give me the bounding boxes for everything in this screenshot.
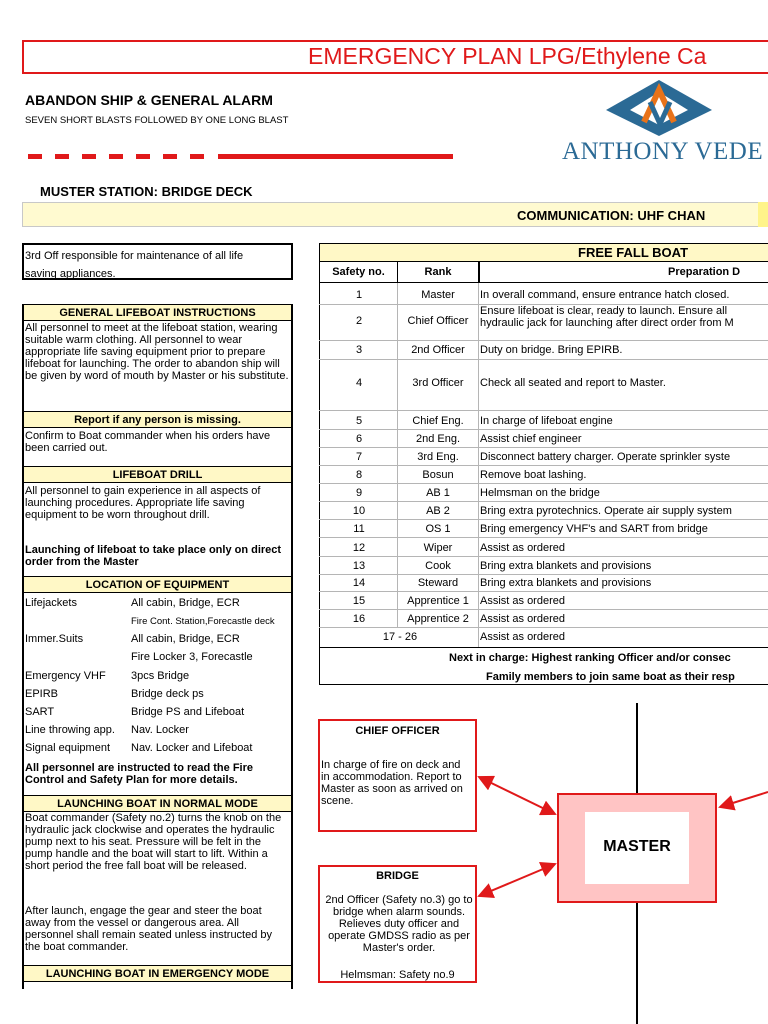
read-safety-plan-note: All personnel are instructed to read the Fire Control and Safety Plan for more details. — [25, 762, 253, 786]
row-safety-no: 9 — [355, 487, 363, 499]
equipment-location: Nav. Locker — [131, 724, 189, 736]
free-fall-boat-title: FREE FALL BOAT — [578, 245, 689, 260]
table-grid-line — [397, 262, 398, 282]
next-in-charge-note: Next in charge: Highest ranking Officer and/or consec — [449, 652, 731, 664]
launch-order-note: Launching of lifeboat to take place only on direct order from the Master — [25, 544, 282, 568]
normal-launch-header: LAUNCHING BOAT IN NORMAL MODE — [22, 795, 293, 812]
equipment-location: All cabin, Bridge, ECR — [131, 597, 240, 609]
row-safety-no: 10 — [352, 505, 366, 517]
row-divider — [319, 340, 768, 341]
equipment-item: Emergency VHF — [25, 670, 106, 682]
equipment-location-header: LOCATION OF EQUIPMENT — [22, 576, 293, 593]
diagram-connectors — [470, 700, 768, 1024]
bridge-helmsman: Helmsman: Safety no.9 — [340, 969, 455, 981]
row-divider — [319, 359, 768, 360]
column-header-rank: Rank — [424, 266, 452, 278]
equipment-item: Signal equipment — [25, 742, 111, 754]
general-instructions-header: GENERAL LIFEBOAT INSTRUCTIONS — [22, 304, 293, 321]
company-logo-icon — [604, 78, 714, 138]
equipment-item: Line throwing app. — [25, 724, 115, 736]
dash-segment — [190, 154, 204, 159]
equipment-location: 3pcs Bridge — [131, 670, 190, 682]
row-rank: AB 1 — [426, 487, 450, 499]
row-safety-no: 17 - 26 — [382, 631, 418, 643]
equipment-item: EPIRB — [25, 688, 59, 700]
row-rank: Bosun — [422, 469, 454, 481]
chief-officer-title: CHIEF OFFICER — [355, 725, 440, 737]
row-duty: Assist as ordered — [480, 613, 565, 625]
row-divider — [319, 465, 768, 466]
muster-station: MUSTER STATION: BRIDGE DECK — [40, 184, 253, 199]
equipment-location: Bridge deck ps — [131, 688, 204, 700]
row-rank: Master — [421, 289, 455, 301]
row-divider — [319, 556, 768, 557]
row-rank: Steward — [417, 577, 459, 589]
row-divider — [319, 501, 768, 502]
row-safety-no: 14 — [352, 577, 366, 589]
row-safety-no: 13 — [352, 560, 366, 572]
row-duty: Bring emergency VHF's and SART from bridge — [480, 523, 708, 535]
chief-to-master-arrow — [479, 777, 555, 814]
family-members-note: Family members to join same boat as their resp — [486, 671, 735, 683]
general-instructions-text: All personnel to meet at the lifeboat station, wearing suitable warm clothing. All personnel to wear appropriate life saving equipment prior to prepare lifeboat for launching. The order to abandon ship will be given by word of mouth by Master or his substitute. — [25, 322, 289, 382]
bridge-title: BRIDGE — [376, 870, 419, 882]
equipment-location: Nav. Locker and Lifeboat — [131, 742, 253, 754]
equipment-location: Fire Locker 3, Forecastle — [131, 651, 253, 663]
dash-segment — [163, 154, 177, 159]
row-divider — [319, 447, 768, 448]
lifeboat-drill-header: LIFEBOAT DRILL — [22, 466, 293, 483]
row-duty: Assist chief engineer — [480, 433, 582, 445]
row-rank: 2nd Eng. — [415, 433, 461, 445]
row-divider — [319, 519, 768, 520]
row-safety-no: 6 — [355, 433, 363, 445]
free-fall-boat-header — [319, 243, 768, 262]
row-rank: Chief Eng. — [412, 415, 464, 427]
equipment-location: All cabin, Bridge, ECR — [131, 633, 240, 645]
dash-segment — [109, 154, 123, 159]
row-rank: Apprentice 1 — [407, 595, 469, 607]
row-duty: Disconnect battery charger. Operate sprinkler syste — [480, 451, 731, 463]
row-safety-no: 16 — [352, 613, 366, 625]
row-safety-no: 5 — [355, 415, 363, 427]
row-divider — [319, 591, 768, 592]
row-safety-no: 8 — [355, 469, 363, 481]
bridge-text: 2nd Officer (Safety no.3) go to bridge when alarm sounds. Relieves duty officer and operate GMDSS radio as per Master's order. — [325, 894, 473, 954]
row-rank: AB 2 — [426, 505, 450, 517]
row-safety-no: 4 — [355, 377, 363, 389]
row-safety-no: 12 — [352, 542, 366, 554]
row-duty: Bring extra pyrotechnics. Operate air supply system — [480, 505, 732, 517]
master-label: MASTER — [603, 838, 671, 855]
row-divider — [319, 574, 768, 575]
after-launch-text: After launch, engage the gear and steer the boat away from the vessel or dangerous area. All personnel shall remain seated unless instructed by the boat commander. — [25, 905, 273, 953]
lifeboat-drill-text: All personnel to gain experience in all aspects of launching procedures. Appropriate life saving equipment to be worn throughout drill. — [25, 485, 261, 521]
row-divider — [319, 483, 768, 484]
row-safety-no: 7 — [355, 451, 363, 463]
equipment-item: SART — [25, 706, 55, 718]
communication-channel: COMMUNICATION: UHF CHAN — [517, 208, 706, 223]
column-header-preparation: Preparation D — [668, 266, 741, 278]
abandon-ship-heading: ABANDON SHIP & GENERAL ALARM — [25, 92, 273, 108]
row-duty: Bring extra blankets and provisions — [480, 577, 652, 589]
row-divider — [319, 429, 768, 430]
row-rank: Apprentice 2 — [407, 613, 469, 625]
normal-launch-text: Boat commander (Safety no.2) turns the knob on the hydraulic jack clockwise and operates the hydraulic pump next to his seat. Pressure will be felt in the pump handle and the boat will start to lift. Within a short period the free fall boat will be released. — [25, 812, 282, 872]
row-safety-no: 3 — [355, 344, 363, 356]
row-duty: Duty on bridge. Bring EPIRB. — [480, 344, 623, 356]
page-title: EMERGENCY PLAN LPG/Ethylene Ca — [308, 43, 707, 69]
row-safety-no: 1 — [355, 289, 363, 301]
column-header-safety-no: Safety no. — [332, 266, 385, 278]
alarm-signal-text: SEVEN SHORT BLASTS FOLLOWED BY ONE LONG BLAST — [25, 115, 289, 126]
row-rank: 3rd Eng. — [417, 451, 459, 463]
communication-bar-edge — [758, 202, 768, 227]
dash-segment — [82, 154, 96, 159]
report-missing-header: Report if any person is missing. — [22, 411, 293, 428]
company-name: ANTHONY VEDE — [562, 138, 764, 165]
maintenance-note: 3rd Off responsible for maintenance of all life saving appliances. — [25, 250, 244, 280]
row-duty: Helmsman on the bridge — [480, 487, 600, 499]
row-duty: Ensure lifeboat is clear, ready to launch. Ensure all hydraulic jack for launching after direct order from M — [480, 305, 734, 329]
row-divider — [319, 647, 768, 648]
dash-segment — [55, 154, 69, 159]
report-missing-text: Confirm to Boat commander when his orders have been carried out. — [25, 430, 271, 454]
emergency-launch-box — [22, 981, 293, 989]
row-safety-no: 15 — [352, 595, 366, 607]
row-divider — [319, 410, 768, 411]
row-rank: Cook — [425, 560, 451, 572]
emergency-launch-header: LAUNCHING BOAT IN EMERGENCY MODE — [22, 965, 293, 982]
chief-officer-text: In charge of fire on deck and in accommodation. Report to Master as soon as arrived on scene. — [321, 759, 463, 807]
equipment-item: Lifejackets — [25, 597, 77, 609]
row-rank: Chief Officer — [407, 315, 469, 327]
row-safety-no: 2 — [355, 315, 363, 327]
table-grid-line — [478, 262, 480, 282]
row-duty: In charge of lifeboat engine — [480, 415, 613, 427]
row-duty: In overall command, ensure entrance hatch closed. — [480, 289, 730, 301]
row-duty: Assist as ordered — [480, 542, 565, 554]
dash-segment — [136, 154, 150, 159]
row-duty: Check all seated and report to Master. — [480, 377, 666, 389]
long-blast-line — [218, 154, 453, 159]
row-divider — [319, 609, 768, 610]
row-duty: Bring extra blankets and provisions — [480, 560, 652, 572]
row-duty: Remove boat lashing. — [480, 469, 587, 481]
equipment-location: Fire Cont. Station,Forecastle deck — [131, 616, 275, 627]
equipment-item: Immer.Suits — [25, 633, 84, 645]
equipment-location: Bridge PS and Lifeboat — [131, 706, 245, 718]
row-divider — [319, 537, 768, 538]
row-rank: OS 1 — [425, 523, 451, 535]
row-divider — [319, 627, 768, 628]
table-grid-line — [319, 282, 768, 283]
row-safety-no: 11 — [353, 523, 365, 535]
row-duty: Assist as ordered — [480, 595, 565, 607]
row-rank: Wiper — [423, 542, 453, 554]
row-duty: Assist as ordered — [480, 631, 565, 643]
master-right-arrow — [720, 792, 768, 807]
bridge-to-master-arrow — [479, 864, 555, 896]
row-rank: 3rd Officer — [412, 377, 464, 389]
dash-segment — [28, 154, 42, 159]
row-rank: 2nd Officer — [411, 344, 465, 356]
